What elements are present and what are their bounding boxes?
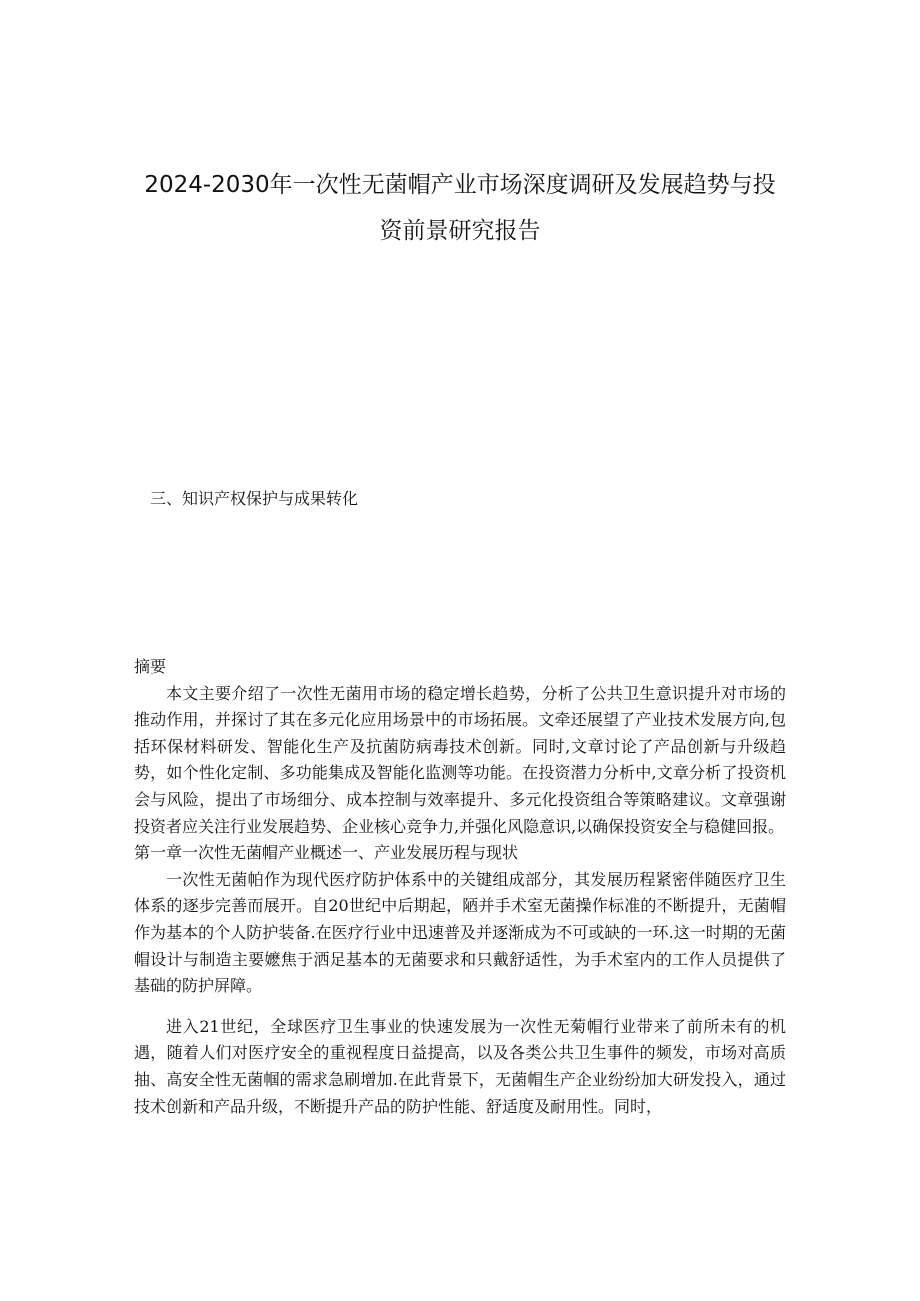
toc-item: 三、知识产权保护与成果转化 xyxy=(150,489,359,508)
title-line-1: 2024-2030年一次性无菌帽产业市场深度调研及发展趋势与投 xyxy=(144,172,776,198)
abstract-paragraph: 本文主要介绍了一次性无菌用市场的稳定增长趋势，分析了公共卫生意识提升对市场的推动作用，并探讨了其在多元化应用场景中的市场拓展。文牵还展望了产业技术发展方向,包括环保材料研发、智能化生产及抗菌防病毒技术创新。同时,文章讨论了产品创新与升级趋势，如个性化定制、多功能集成及智能化监测等功能。在投资潜力分析中,文章分析了投资机会与风险，提出了市场细分、成本控制与效率提升、多元化投资组合等策略建议。文章强谢投资者应关注行业发展趋势、企业核心竞争力,并强化风隐意识,以确保投资安全与稳健回报。 xyxy=(134,683,786,836)
document-body xyxy=(134,654,786,1120)
chapter-heading: 第一章一次性无菌帽产业概述一、产业发展历程与现状 xyxy=(134,843,519,863)
body-paragraph-1: 一次性无菌帕作为现代医疗防护体系中的关键组成部分，其发展历程紧密伴随医疗卫生体系的逐步完善而展开。自20世纪中后期起，陋并手术室无菌操作标准的不断提升，无菌帽作为基本的个人防护装备.在医疗行业中迅速普及并逐渐成为不可或缺的一环.这一时期的无菌帽设计与制造主要嬷焦于洒足基本的无菌要求和只戴舒适性，为手术室内的工作人员提供了基础的防护屏障。 xyxy=(134,869,786,996)
body-paragraph-2: 进入21世纪，全球医疗卫生事业的快速发展为一次性无菊帽行业带来了前所未有的机遇，随着人们对医疗安全的重视程度日益提高，以及各类公共卫生事件的频发，市场对高质抽、高安全性无菌帼的需求急刷增加.在此背景下，无菌帽生产企业纷纷加大研发投入，通过技术创新和产品升级，不断提升产品的防护性能、舒适度及耐用性。同时， xyxy=(134,1016,786,1116)
document-title xyxy=(120,162,800,254)
abstract-heading: 摘要 xyxy=(134,657,167,676)
title-line-2: 资前景研究报告 xyxy=(379,218,541,244)
